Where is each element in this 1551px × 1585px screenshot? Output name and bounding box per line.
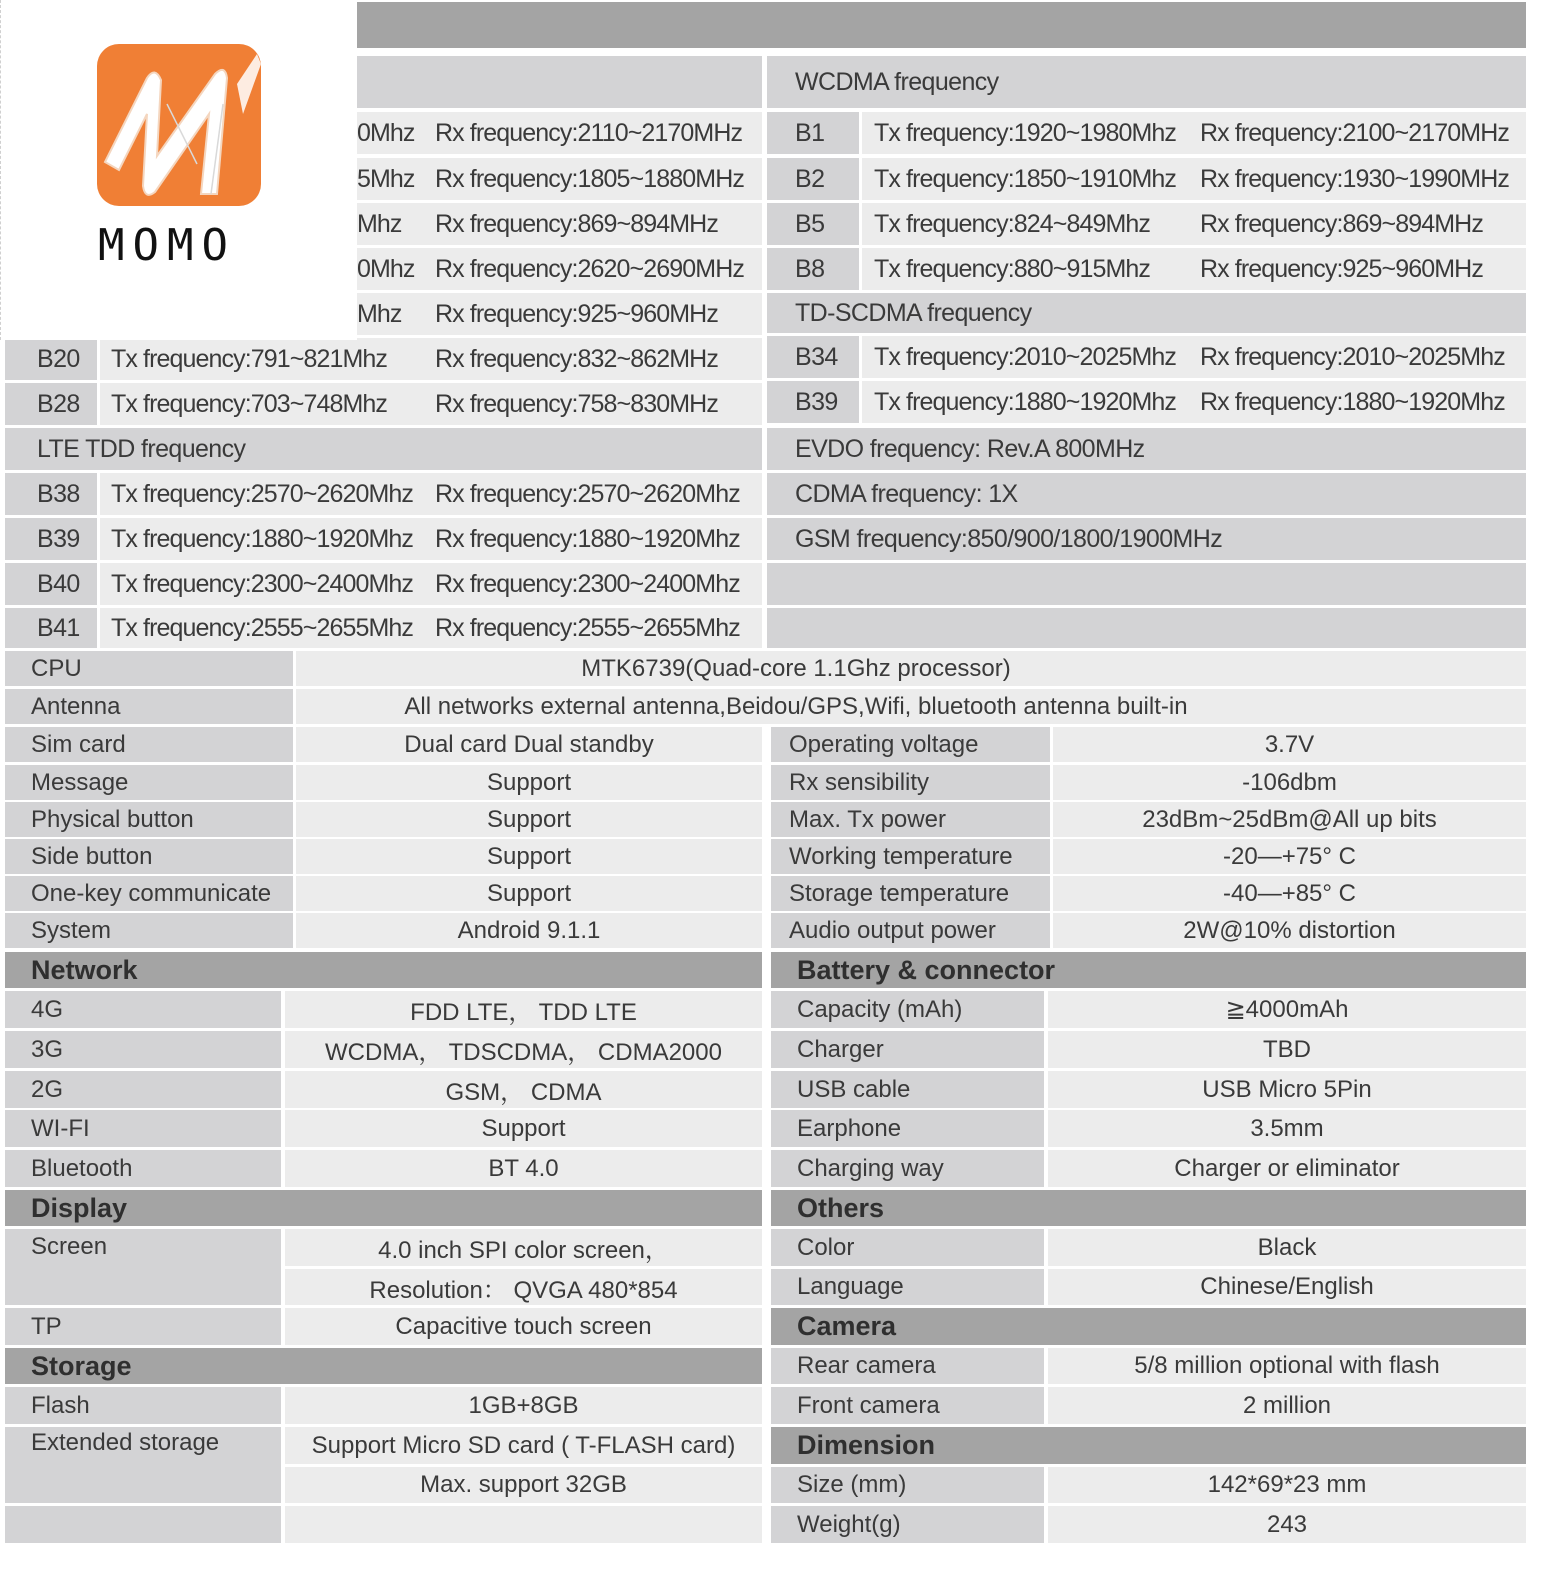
spec-label: 4G: [5, 991, 281, 1028]
lte-tdd-row: Tx frequency:2570~2620Mhz Rx frequency:2570~2620Mhz: [100, 473, 762, 515]
spec-label: Max. Tx power: [771, 802, 1050, 837]
spec-label: System: [5, 913, 293, 948]
band-label: B34: [767, 336, 859, 378]
tdscdma-row: Tx frequency:1880~1920Mhz Rx frequency:1880~1920Mhz: [862, 381, 1526, 423]
band-label: B20: [5, 338, 97, 380]
spec-label: WI-FI: [5, 1110, 281, 1147]
band-label: B39: [767, 381, 859, 423]
spec-label: Charging way: [771, 1150, 1044, 1187]
section-header-camera: Camera: [771, 1308, 1526, 1345]
spec-value: -20—+75° C: [1053, 839, 1526, 874]
spec-value: BT 4.0: [285, 1150, 762, 1187]
wcdma-row: Tx frequency:1920~1980Mhz Rx frequency:2100~2170MHz: [862, 112, 1526, 154]
cdma-frequency: CDMA frequency: 1X: [767, 473, 1526, 515]
spec-label: Audio output power: [771, 913, 1050, 948]
lte-fdd-row-partial: Mhz Rx frequency:925~960MHz: [357, 293, 762, 335]
section-header-battery: Battery & connector: [771, 952, 1526, 988]
spec-value-screen-2: Resolution： QVGA 480*854: [285, 1269, 762, 1305]
wcdma-row: Tx frequency:1850~1910Mhz Rx frequency:1930~1990MHz: [862, 158, 1526, 200]
spec-label: Front camera: [771, 1387, 1044, 1424]
spec-label: Size (mm): [771, 1467, 1044, 1503]
lte-fdd-header: [357, 56, 762, 108]
spec-value-antenna: All networks external antenna,Beidou/GPS,Wifi, bluetooth antenna built-in: [296, 689, 1526, 724]
spec-label: Earphone: [771, 1110, 1044, 1147]
tdscdma-row: Tx frequency:2010~2025Mhz Rx frequency:2010~2025Mhz: [862, 336, 1526, 378]
spec-value: 142*69*23 mm: [1048, 1467, 1526, 1503]
spec-label-cpu: CPU: [5, 651, 293, 686]
spec-label: Operating voltage: [771, 727, 1050, 762]
band-label: B39: [5, 518, 97, 560]
spec-value: Support: [296, 876, 762, 911]
spec-label-flash: Flash: [5, 1387, 281, 1424]
band-label: B38: [5, 473, 97, 515]
spec-label: Language: [771, 1269, 1044, 1305]
spec-label: Rear camera: [771, 1348, 1044, 1384]
spec-value-flash: 1GB+8GB: [285, 1387, 762, 1424]
lte-fdd-row: Tx frequency:703~748Mhz Rx frequency:758~830MHz: [100, 383, 762, 425]
spec-value: 2 million: [1048, 1387, 1526, 1424]
wcdma-header: WCDMA frequency: [767, 56, 1526, 108]
spec-value: WCDMA， TDSCDMA， CDMA2000: [285, 1031, 762, 1068]
spec-label: Working temperature: [771, 839, 1050, 874]
band-label: B40: [5, 563, 97, 605]
spec-label: Side button: [5, 839, 293, 874]
lte-tdd-row: Tx frequency:2300~2400Mhz Rx frequency:2300~2400Mhz: [100, 563, 762, 605]
empty-row: [767, 608, 1526, 648]
spec-value: Android 9.1.1: [296, 913, 762, 948]
band-label: B5: [767, 203, 859, 245]
spec-value: 243: [1048, 1506, 1526, 1543]
gsm-frequency: GSM frequency:850/900/1800/1900MHz: [767, 518, 1526, 560]
spec-label: Charger: [771, 1031, 1044, 1068]
logo-panel: [0, 0, 357, 340]
spec-value: FDD LTE， TDD LTE: [285, 991, 762, 1028]
spec-value-extended-1: Support Micro SD card ( T-FLASH card): [285, 1427, 762, 1464]
spec-label: One-key communicate: [5, 876, 293, 911]
wcdma-row: Tx frequency:880~915Mhz Rx frequency:925~960MHz: [862, 248, 1526, 290]
section-header-display: Display: [5, 1190, 762, 1226]
spec-label: 3G: [5, 1031, 281, 1068]
spec-value: Support: [296, 765, 762, 800]
spec-value: Black: [1048, 1229, 1526, 1266]
spec-label-tp: TP: [5, 1308, 281, 1345]
spec-value: USB Micro 5Pin: [1048, 1071, 1526, 1108]
spec-value: 3.5mm: [1048, 1110, 1526, 1147]
lte-tdd-row: Tx frequency:1880~1920Mhz Rx frequency:1880~1920Mhz: [100, 518, 762, 560]
spec-value: 5/8 million optional with flash: [1048, 1348, 1526, 1384]
spec-label: Weight(g): [771, 1506, 1044, 1543]
spec-value: 3.7V: [1053, 727, 1526, 762]
spec-value: TBD: [1048, 1031, 1526, 1068]
top-header-bar: [357, 2, 1526, 48]
section-header-others: Others: [771, 1190, 1526, 1226]
spec-value: Dual card Dual standby: [296, 727, 762, 762]
spec-value: Support: [296, 802, 762, 837]
spec-label: 2G: [5, 1071, 281, 1108]
lte-fdd-row-partial: 5Mhz Rx frequency:1805~1880MHz: [357, 158, 762, 200]
lte-tdd-row: Tx frequency:2555~2655Mhz Rx frequency:2555~2655Mhz: [100, 608, 762, 648]
momo-m-logo-icon: [97, 44, 261, 206]
lte-tdd-header: LTE TDD frequency: [5, 428, 762, 470]
spec-label: Storage temperature: [771, 876, 1050, 911]
spec-value-cpu: MTK6739(Quad-core 1.1Ghz processor): [296, 651, 1526, 686]
spec-value: 2W@10% distortion: [1053, 913, 1526, 948]
spec-value: Support: [296, 839, 762, 874]
spec-label-screen: Screen: [5, 1229, 281, 1305]
tdscdma-header: TD-SCDMA frequency: [767, 293, 1526, 333]
band-label: B8: [767, 248, 859, 290]
spec-label: Bluetooth: [5, 1150, 281, 1187]
spec-label: Physical button: [5, 802, 293, 837]
evdo-frequency: EVDO frequency: Rev.A 800MHz: [767, 428, 1526, 470]
spec-value-screen-1: 4.0 inch SPI color screen，: [285, 1229, 762, 1266]
spec-value: GSM， CDMA: [285, 1071, 762, 1108]
band-label: B1: [767, 112, 859, 154]
spec-value: ≧4000mAh: [1048, 991, 1526, 1028]
lte-fdd-row: Tx frequency:791~821Mhz Rx frequency:832~862MHz: [100, 338, 762, 380]
empty-value-cell: [285, 1506, 762, 1543]
spec-value: -40—+85° C: [1053, 876, 1526, 911]
section-header-storage: Storage: [5, 1348, 762, 1384]
band-label: B28: [5, 383, 97, 425]
lte-fdd-row-partial: 0Mhz Rx frequency:2110~2170MHz: [357, 112, 762, 154]
spec-value: 23dBm~25dBm@All up bits: [1053, 802, 1526, 837]
spec-label: Capacity (mAh): [771, 991, 1044, 1028]
band-label: B2: [767, 158, 859, 200]
lte-fdd-row-partial: Mhz Rx frequency:869~894MHz: [357, 203, 762, 245]
section-header-dimension: Dimension: [771, 1427, 1526, 1464]
section-header-network: Network: [5, 952, 762, 988]
empty-row: [767, 563, 1526, 605]
band-label: B41: [5, 608, 97, 648]
spec-value-tp: Capacitive touch screen: [285, 1308, 762, 1345]
spec-value: -106dbm: [1053, 765, 1526, 800]
wcdma-row: Tx frequency:824~849Mhz Rx frequency:869~894MHz: [862, 203, 1526, 245]
lte-fdd-row-partial: 0Mhz Rx frequency:2620~2690MHz: [357, 248, 762, 290]
spec-value-extended-2: Max. support 32GB: [285, 1467, 762, 1503]
spec-label: Rx sensibility: [771, 765, 1050, 800]
spec-label: Sim card: [5, 727, 293, 762]
spec-label-antenna: Antenna: [5, 689, 293, 724]
brand-name: MOMO: [98, 220, 236, 271]
spec-label: Color: [771, 1229, 1044, 1266]
spec-label: USB cable: [771, 1071, 1044, 1108]
empty-label-cell: [5, 1506, 281, 1543]
spec-value: Charger or eliminator: [1048, 1150, 1526, 1187]
spec-label: Message: [5, 765, 293, 800]
spec-value: Support: [285, 1110, 762, 1147]
spec-value: Chinese/English: [1048, 1269, 1526, 1305]
spec-label-extended-storage: Extended storage: [5, 1427, 281, 1503]
